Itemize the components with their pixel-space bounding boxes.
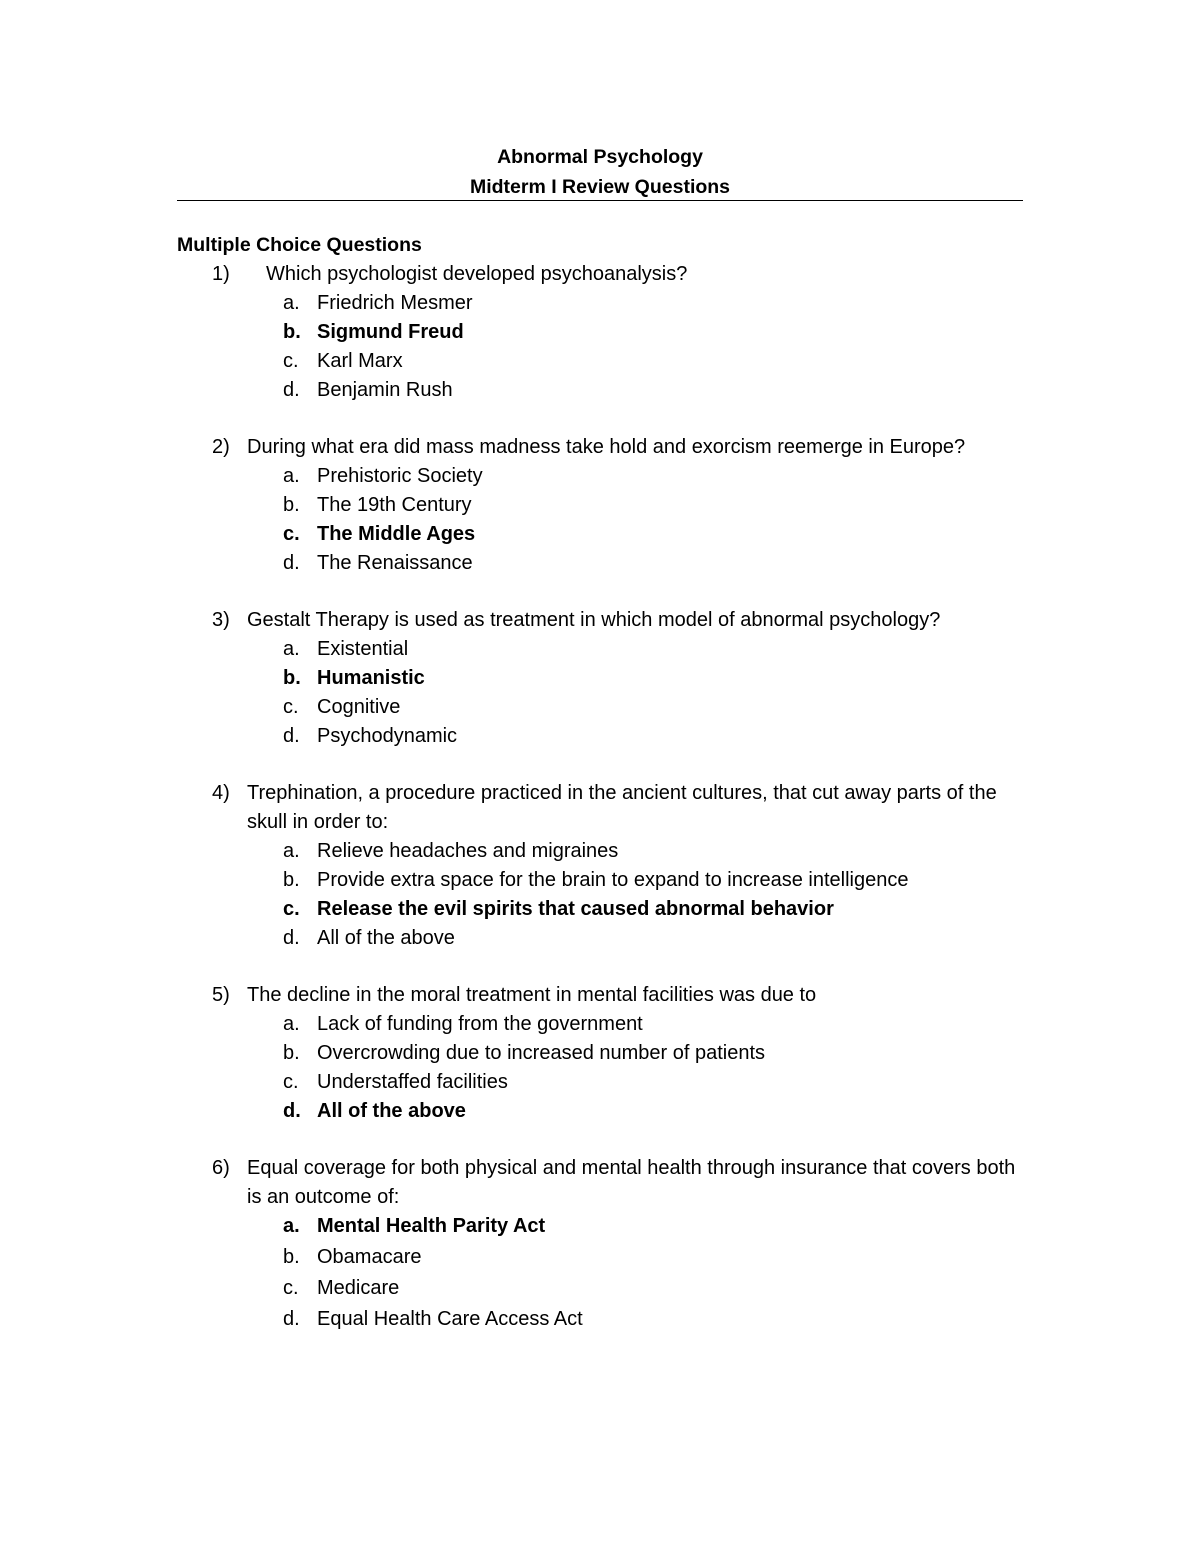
option-list bbox=[283, 837, 1023, 953]
option-d bbox=[283, 549, 1023, 578]
option-letter: c. bbox=[283, 1277, 299, 1299]
option-text: Psychodynamic bbox=[317, 725, 458, 747]
question-4 bbox=[177, 779, 1023, 953]
option-a bbox=[283, 837, 1023, 866]
question-1 bbox=[177, 260, 1023, 405]
option-c bbox=[283, 520, 1023, 549]
option-letter: d. bbox=[283, 725, 300, 747]
option-text: Provide extra space for the brain to expand to increase intelligence bbox=[317, 869, 909, 891]
document-header bbox=[177, 142, 1023, 202]
option-letter: d. bbox=[283, 1100, 301, 1122]
option-text: Mental Health Parity Act bbox=[317, 1215, 546, 1237]
option-a bbox=[283, 1010, 1023, 1039]
option-letter: b. bbox=[283, 321, 301, 343]
option-text: Friedrich Mesmer bbox=[317, 292, 473, 314]
question-text: During what era did mass madness take hold and exorcism reemerge in Europe? bbox=[247, 436, 966, 458]
option-letter: d. bbox=[283, 552, 300, 574]
option-b bbox=[283, 1243, 1023, 1274]
option-d bbox=[283, 376, 1023, 405]
question-number: 3) bbox=[212, 609, 230, 631]
option-list bbox=[283, 289, 1023, 405]
option-letter: b. bbox=[283, 667, 301, 689]
option-d bbox=[283, 722, 1023, 751]
option-list bbox=[283, 635, 1023, 751]
question-3 bbox=[177, 606, 1023, 751]
option-list bbox=[283, 462, 1023, 578]
option-text: Medicare bbox=[317, 1277, 400, 1299]
option-letter: a. bbox=[283, 840, 300, 862]
section-title: Multiple Choice Questions bbox=[177, 234, 422, 256]
option-letter: c. bbox=[283, 523, 300, 545]
question-text: Equal coverage for both physical and mental health through insurance that covers both is an outcome of: bbox=[247, 1157, 1016, 1208]
option-text: Humanistic bbox=[317, 667, 425, 689]
option-letter: a. bbox=[283, 292, 300, 314]
option-b bbox=[283, 491, 1023, 520]
question-text: Gestalt Therapy is used as treatment in which model of abnormal psychology? bbox=[247, 609, 941, 631]
option-letter: d. bbox=[283, 927, 300, 949]
option-list bbox=[283, 1212, 1023, 1336]
option-text: All of the above bbox=[317, 927, 455, 949]
option-letter: a. bbox=[283, 465, 300, 487]
option-text: Karl Marx bbox=[317, 350, 403, 372]
question-text: Trephination, a procedure practiced in the ancient cultures, that cut away parts of the skull in order to: bbox=[247, 782, 997, 833]
document-subtitle: Midterm I Review Questions bbox=[469, 176, 731, 198]
option-b bbox=[283, 866, 1023, 895]
option-text: Relieve headaches and migraines bbox=[317, 840, 619, 862]
option-c bbox=[283, 1068, 1023, 1097]
option-text: The 19th Century bbox=[317, 494, 472, 516]
question-2 bbox=[177, 433, 1023, 578]
option-text: Prehistoric Society bbox=[317, 465, 483, 487]
question-text: The decline in the moral treatment in mental facilities was due to bbox=[247, 984, 817, 1006]
option-list bbox=[283, 1010, 1023, 1126]
option-b bbox=[283, 1039, 1023, 1068]
option-letter: b. bbox=[283, 869, 300, 891]
question-text: Which psychologist developed psychoanalysis? bbox=[266, 263, 688, 285]
option-letter: b. bbox=[283, 494, 300, 516]
option-d bbox=[283, 1305, 1023, 1336]
option-text: Equal Health Care Access Act bbox=[317, 1308, 583, 1330]
option-c bbox=[283, 693, 1023, 722]
option-text: Cognitive bbox=[317, 696, 401, 718]
option-text: Release the evil spirits that caused abnormal behavior bbox=[317, 898, 834, 920]
option-a bbox=[283, 635, 1023, 664]
option-c bbox=[283, 1274, 1023, 1305]
question-number: 6) bbox=[212, 1157, 230, 1179]
option-c bbox=[283, 895, 1023, 924]
option-letter: b. bbox=[283, 1042, 300, 1064]
question-5 bbox=[177, 981, 1023, 1126]
option-letter: a. bbox=[283, 1013, 300, 1035]
document-title: Abnormal Psychology bbox=[497, 146, 703, 168]
option-text: The Middle Ages bbox=[317, 523, 476, 545]
option-text: Benjamin Rush bbox=[317, 379, 453, 401]
option-a bbox=[283, 289, 1023, 318]
option-letter: c. bbox=[283, 696, 299, 718]
option-letter: a. bbox=[283, 638, 300, 660]
option-b bbox=[283, 318, 1023, 347]
header-divider bbox=[177, 200, 1023, 201]
option-text: Lack of funding from the government bbox=[317, 1013, 643, 1035]
question-number: 4) bbox=[212, 782, 230, 804]
question-number: 2) bbox=[212, 436, 230, 458]
question-6 bbox=[177, 1154, 1023, 1336]
option-letter: c. bbox=[283, 1071, 299, 1093]
option-c bbox=[283, 347, 1023, 376]
question-number: 5) bbox=[212, 984, 230, 1006]
option-letter: c. bbox=[283, 350, 299, 372]
option-text: Obamacare bbox=[317, 1246, 422, 1268]
option-a bbox=[283, 1212, 1023, 1243]
option-text: Existential bbox=[317, 638, 409, 660]
option-b bbox=[283, 664, 1023, 693]
question-number: 1) bbox=[212, 263, 230, 285]
option-a bbox=[283, 462, 1023, 491]
option-text: The Renaissance bbox=[317, 552, 473, 574]
option-text: Overcrowding due to increased number of patients bbox=[317, 1042, 766, 1064]
option-letter: c. bbox=[283, 898, 300, 920]
option-d bbox=[283, 1097, 1023, 1126]
option-letter: d. bbox=[283, 379, 300, 401]
option-text: Sigmund Freud bbox=[317, 321, 464, 343]
option-letter: d. bbox=[283, 1308, 300, 1330]
question-list bbox=[177, 230, 1023, 1364]
option-d bbox=[283, 924, 1023, 953]
option-text: Understaffed facilities bbox=[317, 1071, 508, 1093]
option-text: All of the above bbox=[317, 1100, 466, 1122]
option-letter: b. bbox=[283, 1246, 300, 1268]
option-letter: a. bbox=[283, 1215, 300, 1237]
